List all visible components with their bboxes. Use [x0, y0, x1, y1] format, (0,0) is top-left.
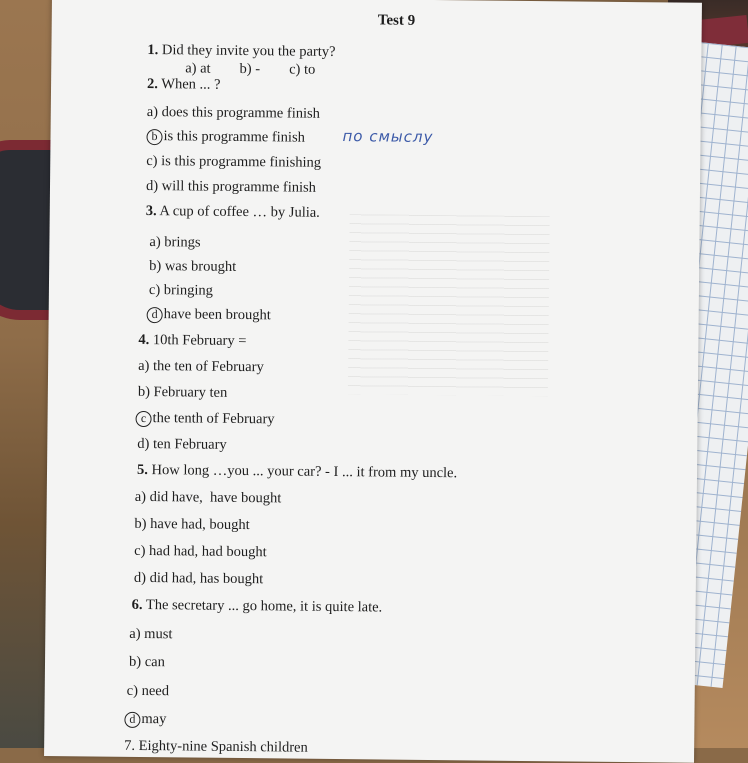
option: a) the ten of February: [138, 357, 264, 376]
question-text: How long …you ... your car? - I ... it from my uncle.: [151, 462, 458, 482]
option-circled: d may: [124, 710, 166, 728]
question-text: 10th February =: [152, 332, 247, 350]
question-number: 3.: [145, 202, 157, 220]
question-4: [138, 331, 246, 350]
option: c) bringing: [148, 282, 214, 299]
option: c) is this programme finishing: [146, 152, 322, 171]
question-number: 5.: [136, 461, 149, 479]
circled-answer-mark: d: [124, 712, 140, 728]
option-circled: c the tenth of February: [135, 409, 274, 428]
circled-answer-mark: b: [146, 129, 162, 145]
option: a) does this programme finish: [146, 103, 321, 122]
option: a) must: [129, 625, 173, 643]
question-number: 6.: [131, 596, 143, 613]
option-circled: b is this programme finish: [146, 127, 305, 147]
option: d) ten February: [137, 435, 227, 453]
option: c) had had, had bought: [134, 542, 267, 561]
question-text: When ... ?: [161, 76, 221, 93]
option: d) did had, has bought: [133, 569, 264, 588]
question-number: 1.: [147, 42, 159, 59]
question-2: [147, 75, 221, 94]
question-5: [137, 461, 457, 482]
handwritten-note: по смыслу: [342, 127, 434, 147]
question-1-options: a) at b) - c) to: [185, 60, 316, 78]
option: a) did have, have bought: [134, 488, 282, 507]
question-text: The secretary ... go home, it is quite late.: [145, 597, 383, 616]
option: a) brings: [149, 234, 201, 251]
show-through-text: [348, 214, 550, 396]
option: b) can: [128, 653, 165, 671]
option: b) was brought: [149, 258, 237, 275]
circled-answer-mark: c: [135, 411, 151, 427]
question-7-partial: 7. Eighty-nine Spanish children: [124, 737, 308, 756]
option: c) need: [126, 682, 170, 700]
question-text: Did they invite you the party?: [161, 42, 336, 60]
circled-answer-mark: d: [147, 307, 163, 323]
option: b) have had, bought: [134, 515, 250, 534]
question-number: 2.: [146, 76, 159, 93]
question-text: A cup of coffee … by Julia.: [159, 203, 320, 221]
option: b) February ten: [137, 383, 228, 401]
question-number: 4.: [138, 331, 150, 349]
option: d) will this programme finish: [145, 177, 317, 196]
question-3: [146, 202, 320, 222]
question-1: [147, 41, 335, 61]
test-sheet: [44, 0, 702, 763]
test-title: Test 9: [377, 12, 416, 29]
question-6: [132, 596, 383, 617]
option-circled: d have been brought: [147, 305, 271, 324]
